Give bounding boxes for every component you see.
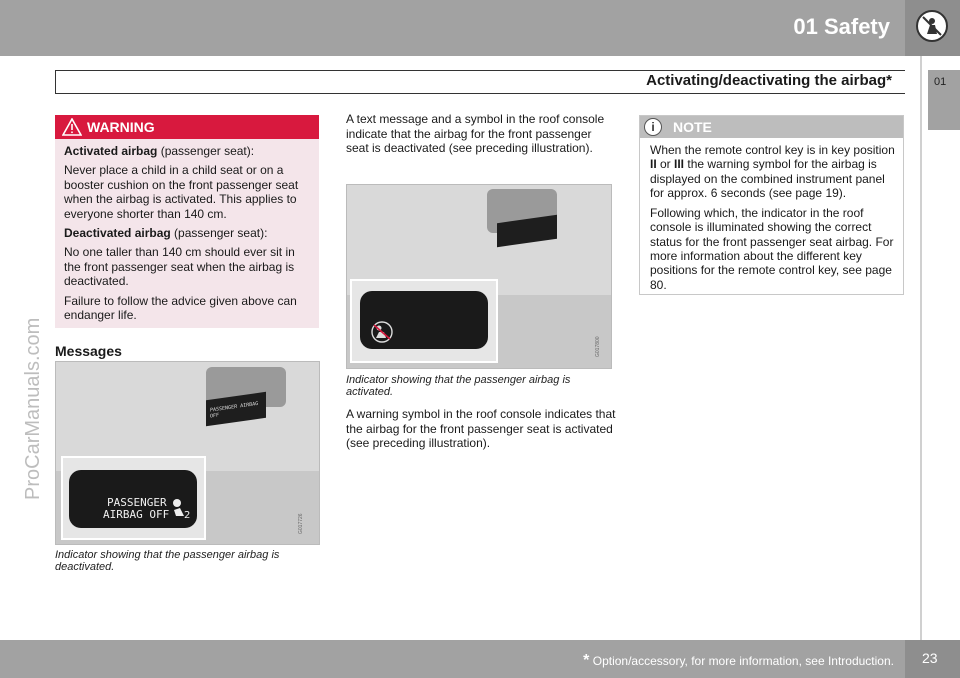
side-divider [920, 56, 922, 641]
note-p1-or: or [656, 157, 675, 172]
footer-note [583, 652, 894, 670]
note-p2: Following which, the indicator in the roof console is illuminated showing the correct status for the front passenger seat airbag. For more information about the different key positions for the remote control key, see page 80. [650, 206, 894, 292]
no-airbag-icon [916, 10, 948, 42]
info-icon: i [644, 118, 662, 136]
airbag-off-inset [61, 456, 206, 540]
warning-p3-rest: (passenger seat): [170, 226, 268, 241]
warning-p3-bold: Deactivated airbag [64, 226, 171, 241]
footer-star: * [583, 652, 590, 669]
page-number: 23 [922, 650, 938, 666]
illustration-code: G017726 [298, 513, 304, 534]
svg-text:2: 2 [184, 510, 191, 520]
screen-line-1: PASSENGER [107, 496, 167, 509]
pod-text: PASSENGER AIRBAG OFF [210, 400, 259, 420]
airbag-on-inset [350, 279, 498, 363]
note-p1-a: When the remote control key is in key position [650, 143, 895, 157]
airbag-on-symbol-icon [370, 321, 394, 343]
chapter-title: 01 Safety [793, 14, 890, 39]
watermark: ProCarManuals.com [22, 317, 44, 500]
note-key-iii: III [674, 157, 685, 172]
middle-intro: A text message and a symbol in the roof console indicate that the airbag for the front passenger seat is deactivated (see preceding illustration). [346, 112, 605, 155]
note-body [650, 143, 898, 298]
footer-text: Option/accessory, for more information, see Introduction. [589, 654, 894, 668]
messages-heading: Messages [55, 343, 122, 359]
note-key-ii: II [650, 157, 657, 172]
warning-p1-bold: Activated airbag [64, 144, 158, 158]
screen-line-2: AIRBAG OFF [103, 508, 170, 521]
warning-p4: No one taller than 140 cm should ever sit in the front passenger seat when the airbag is deactivated. [64, 245, 295, 289]
warning-body [64, 144, 312, 327]
middle-caption: Indicator showing that the passenger airbag is activated. [346, 374, 571, 398]
header-bar [0, 0, 905, 56]
airbag-off-symbol-icon [170, 496, 192, 520]
section-title: Activating/deactivating the airbag* [646, 72, 892, 89]
note-p1-b: the warning symbol for the airbag is displayed on the combined instrument panel for approx. 6 seconds (see page 19). [650, 157, 885, 200]
note-label: NOTE [673, 119, 712, 135]
left-caption: Indicator showing that the passenger airbag is deactivated. [55, 549, 280, 573]
illustration-code: G017800 [595, 336, 601, 357]
warning-p5: Failure to follow the advice given above can endanger life. [64, 293, 297, 323]
chapter-tab-label: 01 [934, 76, 947, 88]
warning-label: WARNING [87, 119, 155, 135]
warning-p1-rest: (passenger seat): [157, 144, 255, 158]
warning-p2: Never place a child in a child seat or on a booster cushion on the front passenger seat when the airbag is activated. This applies to everyone shorter than 140 cm. [64, 163, 299, 221]
middle-body: A warning symbol in the roof console indicates that the airbag for the front passenger seat is activated (see preceding illustration). [346, 407, 616, 450]
warning-triangle-icon [62, 118, 82, 136]
